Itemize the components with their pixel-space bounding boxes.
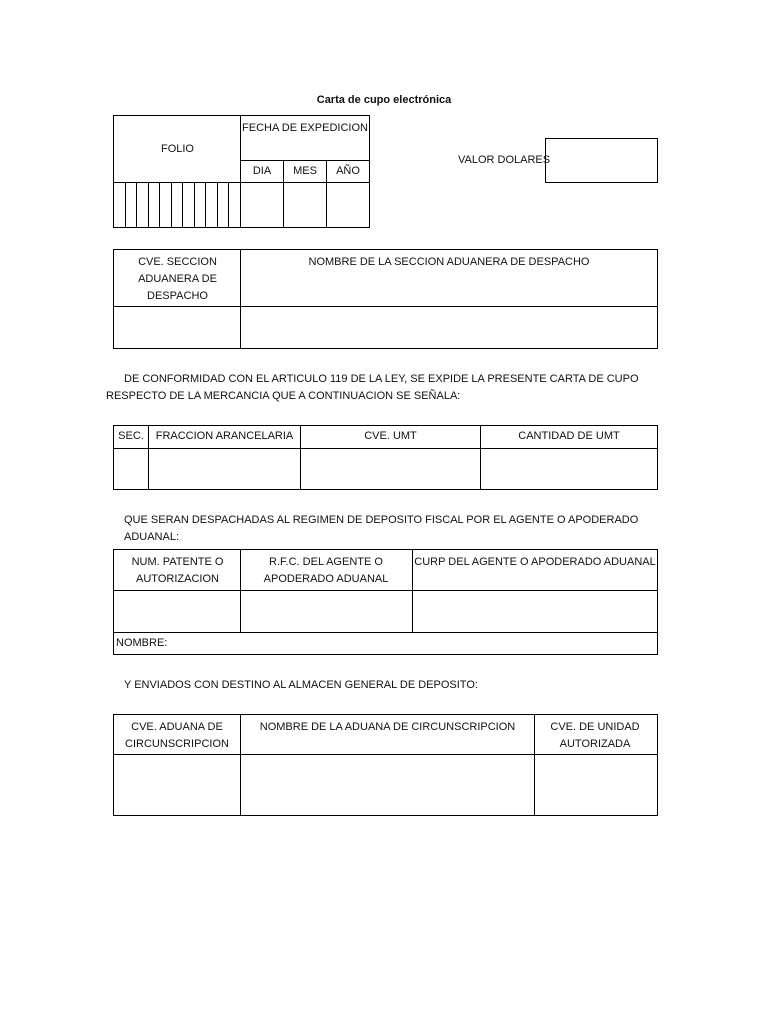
fraccion-label: FRACCION ARANCELARIA — [155, 430, 294, 442]
patente-label: NUM. PATENTE O AUTORIZACION — [131, 556, 224, 585]
rfc-label: R.F.C. DEL AGENTE O APODERADO ADUANAL — [263, 556, 389, 585]
agente-table — [113, 549, 658, 655]
ano-label: AÑO — [336, 165, 360, 177]
destino-paragraph: Y ENVIADOS CON DESTINO AL ALMACEN GENERAL DE DEPOSITO: — [124, 679, 478, 691]
fecha-expedicion-label: FECHA DE EXPEDICION — [242, 122, 368, 134]
despacho-paragraph: QUE SERAN DESPACHADAS AL REGIMEN DE DEPOSITO FISCAL POR EL AGENTE O APODERADO ADUANAL: — [124, 514, 639, 543]
cve-aduana-label: CVE. ADUANA DE CIRCUNSCRIPCION — [125, 721, 229, 750]
rfc-field[interactable] — [241, 591, 412, 631]
sec-label: SEC. — [118, 430, 144, 442]
cve-seccion-label: CVE. SECCION ADUANERA DE DESPACHO — [138, 256, 217, 302]
cve-umt-label: CVE. UMT — [364, 430, 417, 442]
curp-label: CURP DEL AGENTE O APODERADO ADUANAL — [414, 556, 656, 568]
cantidad-umt-field[interactable] — [481, 449, 657, 489]
dia-label: DIA — [252, 165, 272, 177]
curp-field[interactable] — [413, 591, 657, 631]
nombre-label: NOMBRE: — [116, 637, 168, 649]
mercancia-table — [113, 425, 658, 490]
document-title: Carta de cupo electrónica — [316, 94, 452, 106]
mes-label: MES — [293, 165, 317, 177]
patente-field[interactable] — [114, 591, 240, 631]
seccion-aduanera-table — [113, 249, 658, 349]
nombre-aduana-label: NOMBRE DE LA ADUANA DE CIRCUNSCRIPCION — [259, 721, 516, 733]
cve-umt-field[interactable] — [301, 449, 480, 489]
conformidad-paragraph: DE CONFORMIDAD CON EL ARTICULO 119 DE LA LEY, SE EXPIDE LA PRESENTE CARTA DE CUPO RESPECTO DE LA MERCANCIA QUE A CONTINUACION SE SEÑALA: — [106, 373, 639, 402]
sec-field[interactable] — [114, 449, 148, 489]
cve-seccion-field[interactable] — [114, 307, 240, 348]
valor-dolares-field[interactable] — [545, 138, 658, 183]
cantidad-umt-label: CANTIDAD DE UMT — [518, 430, 620, 442]
nombre-aduana-field[interactable] — [241, 755, 534, 815]
valor-dolares-label: VALOR DOLARES — [458, 154, 551, 166]
nombre-seccion-label: NOMBRE DE LA SECCION ADUANERA DE DESPACHO — [308, 256, 590, 268]
almacen-table — [113, 714, 658, 816]
folio-label: FOLIO — [160, 143, 194, 155]
cve-unidad-field[interactable] — [535, 755, 657, 815]
fraccion-field[interactable] — [149, 449, 300, 489]
cve-unidad-label: CVE. DE UNIDAD AUTORIZADA — [550, 721, 640, 750]
nombre-seccion-field[interactable] — [241, 307, 657, 348]
folio-date-table — [113, 115, 370, 228]
cve-aduana-field[interactable] — [114, 755, 240, 815]
